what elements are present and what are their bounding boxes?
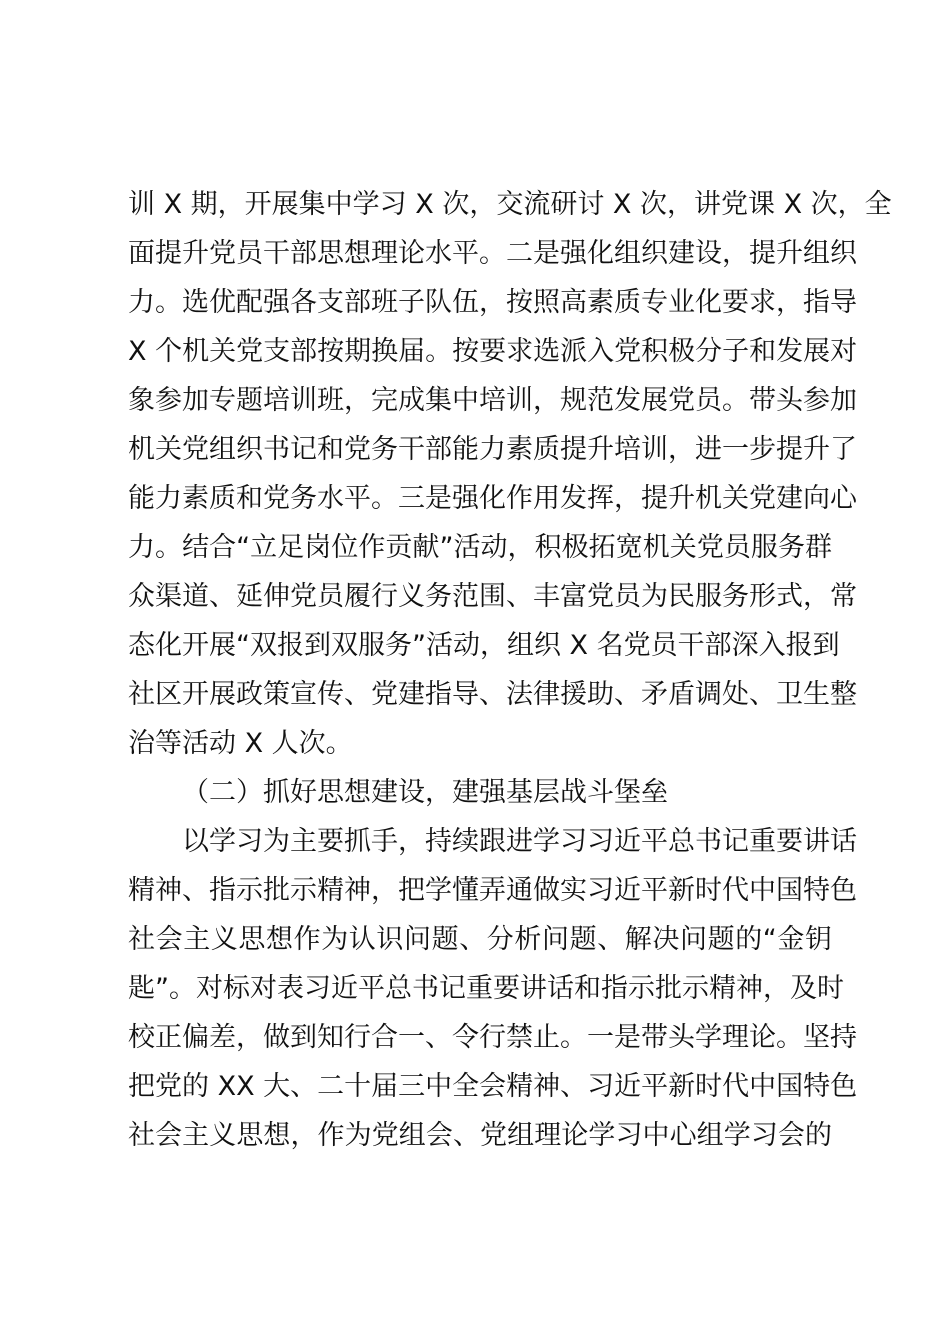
section-heading: （二）抓好思想建设，建强基层战斗堡垒 xyxy=(182,777,668,808)
body-text-line: 象参加专题培训班，完成集中培训，规范发展党员。带头参加 xyxy=(128,385,857,416)
body-text-line: X 个机关党支部按期换届。按要求选派入党积极分子和发展对 xyxy=(128,336,858,367)
body-text-line: 力。结合“立足岗位作贡献”活动，积极拓宽机关党员服务群 xyxy=(128,532,832,563)
body-text-line: 社会主义思想作为认识问题、分析问题、解决问题的“金钥 xyxy=(128,924,832,955)
body-text-line: 社会主义思想，作为党组会、党组理论学习中心组学习会的 xyxy=(128,1120,832,1151)
body-text-line: 校正偏差，做到知行合一、令行禁止。一是带头学理论。坚持 xyxy=(128,1022,857,1053)
body-text-line: 面提升党员干部思想理论水平。二是强化组织建设，提升组织 xyxy=(128,238,857,269)
body-text-line: 能力素质和党务水平。三是强化作用发挥，提升机关党建向心 xyxy=(128,483,857,514)
body-text-line: 治等活动 X 人次。 xyxy=(128,728,353,759)
body-text-line: 训 X 期，开展集中学习 X 次，交流研讨 X 次，讲党课 X 次，全 xyxy=(128,189,892,220)
body-text-line: 把党的 XX 大、二十届三中全会精神、习近平新时代中国特色 xyxy=(128,1071,858,1102)
body-text-line: 态化开展“双报到双服务”活动，组织 X 名党员干部深入报到 xyxy=(128,630,840,661)
body-text-line: 匙”。对标对表习近平总书记重要讲话和指示批示精神，及时 xyxy=(128,973,844,1004)
body-text-line: 机关党组织书记和党务干部能力素质提升培训，进一步提升了 xyxy=(128,434,857,465)
body-text-line: 社区开展政策宣传、党建指导、法律援助、矛盾调处、卫生整 xyxy=(128,679,857,710)
body-text-line: 力。选优配强各支部班子队伍，按照高素质专业化要求，指导 xyxy=(128,287,857,318)
body-text-line: 众渠道、延伸党员履行义务范围、丰富党员为民服务形式，常 xyxy=(128,581,857,612)
body-text-line: 以学习为主要抓手，持续跟进学习习近平总书记重要讲话 xyxy=(182,826,857,857)
body-text-line: 精神、指示批示精神，把学懂弄通做实习近平新时代中国特色 xyxy=(128,875,857,906)
